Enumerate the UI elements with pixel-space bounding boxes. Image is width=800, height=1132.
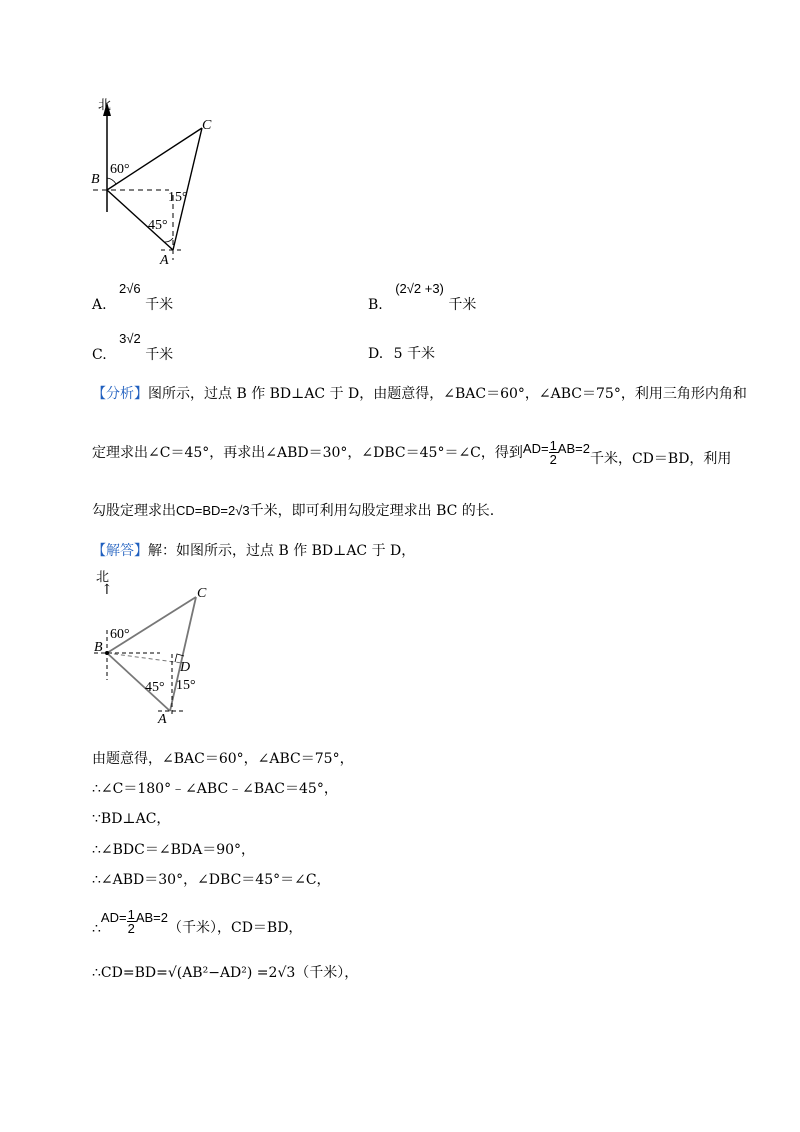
analysis-text-3-post: 千米，即可利用勾股定理求出 BC 的长. (249, 503, 495, 519)
solution-fraction (127, 908, 136, 935)
solution-step-3: ∵BD⊥AC， (92, 811, 171, 827)
option-d-text: 5 千米 (393, 346, 435, 362)
solution-fraction-denominator: 2 (127, 920, 135, 936)
solution-step-4: ∴∠BDC＝∠BDA＝90°， (92, 842, 256, 858)
option-d[interactable] (368, 343, 435, 363)
analysis-line-2 (92, 428, 731, 476)
figure-1-angle-15: 15° (168, 190, 188, 205)
analysis-text-1: 图所示，过点 B 作 BD⊥AC 于 D，由题意得，∠BAC＝60°，∠ABC＝75°，利用三角形内角和 (148, 386, 747, 402)
solution-fraction-numerator: 1 (127, 906, 135, 922)
option-b-value: (2√2 +3) (395, 281, 444, 296)
figure-2-angle-45: 45° (145, 680, 165, 695)
solution-tag: 【解答】 (92, 543, 148, 559)
figure-2-angle-60: 60° (110, 627, 130, 642)
analysis-fraction-denominator: 2 (549, 451, 557, 467)
option-c-unit: 千米 (145, 347, 174, 363)
analysis-tag: 【分析】 (92, 386, 148, 402)
analysis-fraction-numerator: 1 (549, 437, 557, 453)
option-d-letter: D. (368, 346, 384, 362)
figure-1-north-label: 北 (98, 98, 112, 113)
figure-1-point-a: A (160, 253, 169, 268)
solution-ad-therefore: ∴ (92, 921, 101, 937)
figure-1-point-b: B (91, 172, 100, 187)
figure-2-point-a: A (158, 712, 167, 727)
solution-heading (92, 540, 415, 560)
solution-step-cd: ∴CD=BD=√(AB²−AD²) =2√3（千米）， (92, 965, 359, 981)
option-b-unit: 千米 (448, 297, 477, 313)
option-c[interactable] (92, 328, 174, 363)
solution-ad-post: （千米），CD＝BD， (167, 920, 303, 936)
solution-intro: 解：如图所示，过点 B 作 BD⊥AC 于 D， (148, 543, 416, 559)
figure-2-angle-15: 15° (176, 678, 196, 693)
solution-step-ad (92, 898, 302, 944)
solution-step-1: 由题意得，∠BAC＝60°，∠ABC＝75°， (92, 751, 354, 767)
figure-1-point-c: C (202, 118, 212, 133)
analysis-line-1 (92, 383, 747, 403)
option-a[interactable] (92, 278, 174, 313)
analysis-cd-bd: CD=BD=2√3 (176, 503, 250, 518)
option-a-letter: A. (92, 297, 107, 313)
figure-2-point-c: C (197, 586, 207, 601)
figure-2-north-label: 北 (96, 570, 110, 585)
figure-2-point-d: D (180, 660, 191, 675)
analysis-ab: AB=2 (557, 440, 590, 456)
analysis-fraction (549, 439, 558, 466)
solution-ad-left: AD= (100, 909, 127, 925)
option-c-letter: C. (92, 347, 107, 363)
north-arrow-icon: ↑ (101, 582, 113, 598)
figure-1-angle-45: 45° (148, 218, 168, 233)
analysis-text-2-pre: 定理求出∠C＝45°，再求出∠ABD＝30°，∠DBC＝45°＝∠C，得到 (92, 445, 523, 461)
figure-1-diagram (85, 90, 235, 270)
analysis-ad: AD= (522, 440, 549, 456)
option-b-letter: B. (368, 297, 383, 313)
option-b[interactable] (368, 278, 477, 313)
option-a-unit: 千米 (145, 297, 174, 313)
solution-step-2: ∴∠C＝180°﹣∠ABC﹣∠BAC＝45°， (92, 781, 338, 797)
solution-ad-right: AB=2 (135, 909, 168, 925)
solution-step-5: ∴∠ABD＝30°，∠DBC＝45°＝∠C， (92, 872, 331, 888)
option-c-value: 3√2 (119, 331, 141, 346)
analysis-text-2-post: 千米，CD＝BD，利用 (589, 451, 732, 467)
option-a-value: 2√6 (119, 281, 141, 296)
figure-2-point-b: B (94, 640, 103, 655)
analysis-text-3-pre: 勾股定理求出 (92, 503, 176, 519)
figure-1-angle-60: 60° (110, 162, 130, 177)
analysis-line-3 (92, 500, 494, 520)
